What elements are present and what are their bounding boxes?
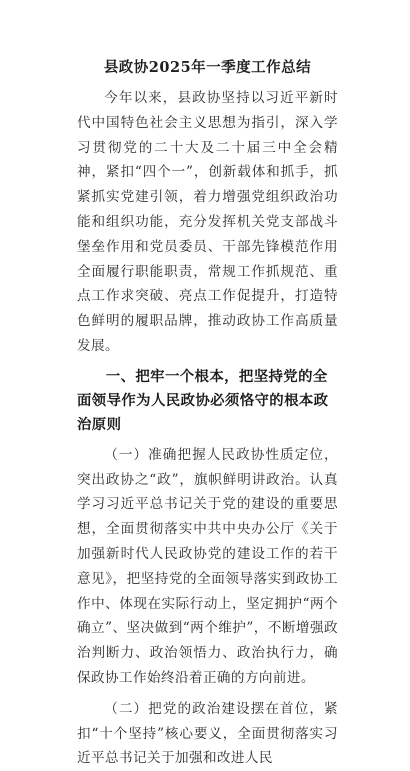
paragraph-2: （二）把党的政治建设摆在首位，紧扣“十个坚持”核心要义，全面贯彻落实习近平总书记关于加强和改进人民	[77, 700, 338, 767]
intro-paragraph: 今年以来，县政协坚持以习近平新时代中国特色社会主义思想为指引，深入学习贯彻党的二十大及二十届三中全会精神，紧扣“四个一”，创新载体和抓手，抓紧抓实党建引领，着力增强党组织政治功能和组织功能，充分发挥机关党支部战斗堡垒作用和党员委员、干部先锋模范作用全面履行职能职责，常规工作抓规范、重点工作求突破、亮点工作促提升，打造特色鲜明的履职品牌，推动政协工作高质量发展。	[77, 90, 338, 354]
paragraph-1: （一）准确把握人民政协性质定位，突出政协之“政”，旗帜鲜明讲政治。认真学习习近平总书记关于党的建设的重要思想，全面贯彻落实中共中央办公厅《关于加强新时代人民政协党的建设工作的若干意见》，把坚持党的全面领导落实到政协工作中、体现在实际行动上，坚定拥护“两个确立”、坚决做到“两个维护”，不断增强政治判断力、政治领悟力、政治执行力，确保政协工作始终沿着正确的方向前进。	[77, 446, 338, 686]
document-title: 县政协2025年一季度工作总结	[103, 59, 312, 76]
section-heading-1: 一、把牢一个根本，把坚持党的全面领导作为人民政协必须恪守的根本政治原则	[77, 367, 329, 433]
